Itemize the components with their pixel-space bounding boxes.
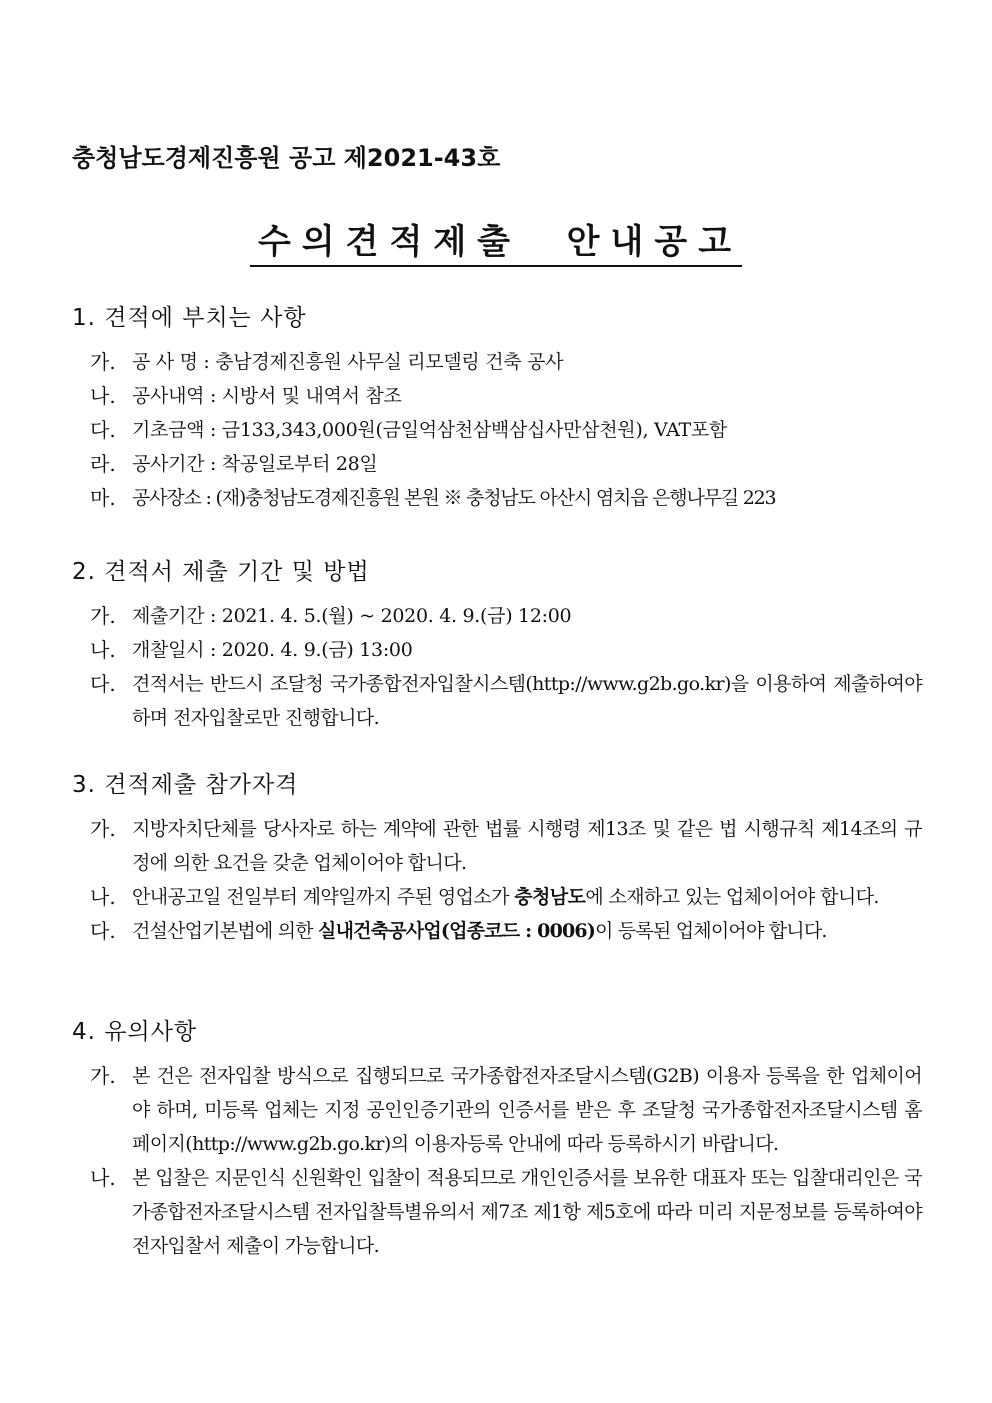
item-text: 본 건은 전자입찰 방식으로 집행되므로 국가종합전자조달시스템(G2B) 이용자 등록을 한 업체이어야 하며, 미등록 업체는 지정 공인인증기관의 인증서를 받은 후 조달청 국가종합전자조달시스템 홈페이지(http://www.g2b.go.kr)의 이용자등록 안내에 따라 등록하시기 바랍니다.	[132, 1065, 922, 1155]
list-item	[90, 667, 922, 735]
item-marker: 나.	[90, 885, 116, 909]
item-text	[132, 914, 922, 948]
list-item	[90, 447, 922, 481]
item-text-part: 이 등록된 업체이어야 합니다.	[595, 920, 827, 942]
list-item	[90, 914, 922, 948]
item-text: 개찰일시 : 2020. 4. 9.(금) 13:00	[132, 639, 413, 661]
notice-number: 충청남도경제진흥원 공고 제2021-43호	[72, 144, 501, 172]
item-marker: 가.	[90, 1064, 116, 1088]
emphasis-license: 실내건축공사업(업종코드 : 0006)	[318, 920, 596, 942]
list-item	[90, 812, 922, 880]
list-item	[90, 413, 922, 447]
section-estimate-items	[0, 303, 992, 515]
item-marker: 다.	[90, 418, 116, 442]
section-submission-period	[0, 557, 992, 735]
section-heading: 4. 유의사항	[72, 1019, 198, 1045]
emphasis-region: 충청남도	[514, 886, 586, 908]
document-title-text: 수의견적제출 안내공고	[250, 214, 742, 267]
item-marker: 가.	[90, 604, 116, 628]
item-text: 지방자치단체를 당사자로 하는 계약에 관한 법률 시행령 제13조 및 같은 법 시행규칙 제14조의 규정에 의한 요건을 갖춘 업체이어야 합니다.	[132, 818, 922, 874]
item-text: 공사장소 : (재)충청남도경제진흥원 본원 ※ 충청남도 아산시 염치읍 은행나무길 223	[132, 487, 776, 509]
item-marker: 마.	[90, 486, 116, 510]
item-text: 공사내역 : 시방서 및 내역서 참조	[132, 385, 402, 407]
list-item	[90, 1161, 922, 1263]
section-heading: 2. 견적서 제출 기간 및 방법	[72, 559, 370, 585]
item-text-part: 안내공고일 전일부터 계약일까지 주된 영업소가	[132, 886, 515, 908]
item-marker: 가.	[90, 350, 116, 374]
item-marker: 나.	[90, 384, 116, 408]
list-item	[90, 633, 922, 667]
item-marker: 다.	[90, 672, 116, 696]
section-notes	[0, 1017, 992, 1263]
item-text: 견적서는 반드시 조달청 국가종합전자입찰시스템(http://www.g2b.go.kr)을 이용하여 제출하여야 하며 전자입찰로만 진행합니다.	[132, 673, 922, 729]
item-text: 공사기간 : 착공일로부터 28일	[132, 453, 378, 475]
item-text: 기초금액 : 금133,343,000원(금일억삼천삼백삼십사만삼천원), VAT포함	[132, 419, 727, 441]
item-marker: 나.	[90, 1166, 116, 1190]
item-text: 제출기간 : 2021. 4. 5.(월) ~ 2020. 4. 9.(금) 12:00	[132, 605, 572, 627]
item-text: 공 사 명 : 충남경제진흥원 사무실 리모델링 건축 공사	[132, 351, 564, 373]
document-title	[0, 214, 992, 267]
list-item	[90, 481, 922, 515]
section-qualifications	[0, 770, 992, 948]
item-text	[132, 880, 922, 914]
item-text: 본 입찰은 지문인식 신원확인 입찰이 적용되므로 개인인증서를 보유한 대표자 또는 입찰대리인은 국가종합전자조달시스템 전자입찰특별유의서 제7조 제1항 제5호에 따라 미리 지문정보를 등록하여야 전자입찰서 제출이 가능합니다.	[132, 1167, 922, 1257]
item-text-part: 에 소재하고 있는 업체이어야 합니다.	[585, 886, 879, 908]
section-heading: 3. 견적제출 참가자격	[72, 772, 299, 798]
section-heading: 1. 견적에 부치는 사항	[72, 305, 307, 331]
item-marker: 라.	[90, 452, 116, 476]
item-marker: 다.	[90, 919, 116, 943]
list-item	[90, 379, 922, 413]
item-marker: 가.	[90, 817, 116, 841]
list-item	[90, 1059, 922, 1161]
list-item	[90, 599, 922, 633]
list-item	[90, 345, 922, 379]
item-marker: 나.	[90, 638, 116, 662]
list-item	[90, 880, 922, 914]
item-text-part: 건설산업기본법에 의한	[132, 920, 319, 942]
